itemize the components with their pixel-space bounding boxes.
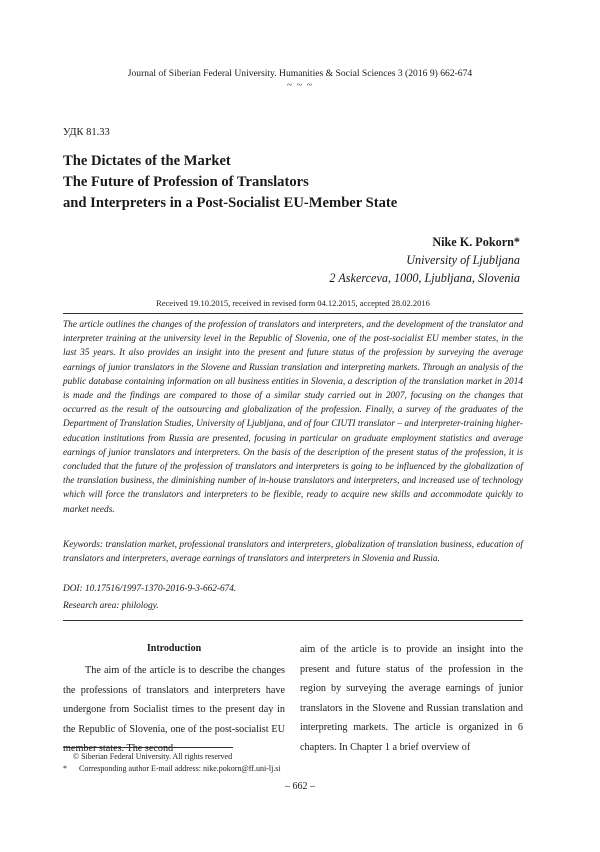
footnote-email: Corresponding author E-mail address: nike.pokorn@ff.uni-lj.si [79,764,281,773]
footnote-corresponding [63,764,281,773]
doi: DOI: 10.17516/1997-1370-2016-9-3-662-674. [63,584,237,594]
title-line-2: The Future of Profession of Translators [63,174,309,190]
abstract-top-rule [63,313,523,314]
research-area: Research area: philology. [63,601,159,611]
intro-paragraph-left: The aim of the article is to describe the changes the professions of translators and interpreters have undergone from Socialist times to the present day in the Republic of Slovenia, one of the post-socialist EU member states. The second [63,665,285,755]
author-address: 2 Askerceva, 1000, Ljubljana, Slovenia [329,271,520,285]
footnote-star: * [63,764,67,773]
intro-paragraph-right: aim of the article is to provide an insight into the present and future status of the profession in the region by surveying the average earnings of junior translators in the Slovene and Russian translation and interpreting markets. The article is organized in 6 chapters. In Chapter 1 a brief overview of [300,644,523,753]
title-line-1: The Dictates of the Market [63,153,231,169]
title-line-3: and Interpreters in a Post-Socialist EU-Member State [63,195,398,211]
author-affiliation: University of Ljubljana [406,253,520,267]
body-column-left [63,640,285,759]
abstract-bottom-rule [63,620,523,621]
abstract: The article outlines the changes of the profession of translators and interpreters, and the development of the translator and interpreter training at the university level in the Republic of Slovenia, one of the post-socialist EU member states, in the last 35 years. It also provides an insight into the present and future status of the profession by surveying the average earnings of junior translators in the Slovene and Russian translation and interpreting markets. Through an analysis of the public database containing information on all business entities in Slovenia, a description of the translation market in 2014 is made and the findings are compared to those of a similar study carried out in 2007, focusing on the changes that occurred as the result of the outsourcing and globalization of the profession. Finally, a survey of the graduates of the Department of Translation Studies, University of Ljubljana, and of four CIUTI translator – and interpreter-training higher-education institutions from Russia are presented, focusing in particular on graduate employment statistics and average earnings of junior translators and interpreters. On the basis of the description of the present status of the profession, it is concluded that the future of the profession of translators and interpreters is going to be influenced by the globalization of the translation business, the diminishing number of in-house translators and interpreters, and increased use of technology which will force the translators and interpreters to be flexible, ready to acquire new skills and accommodate quickly to market needs. [63,320,523,515]
page-number: – 662 – [285,781,315,792]
section-heading-introduction: Introduction [146,643,202,654]
author-block [329,233,520,287]
journal-header: Journal of Siberian Federal University. Humanities & Social Sciences 3 (2016 9) 662-674 [127,68,473,79]
received-dates: Received 19.10.2015, received in revised form 04.12.2015, accepted 28.02.2016 [156,298,430,308]
keywords: Keywords: translation market, professional translators and interpreters, globalization of translation business, education of translators and interpreters, average earnings of translators and interpreters in Slovenia and Russia. [63,540,523,565]
footnote-copyright: © Siberian Federal University. All rights reserved [73,752,233,761]
header-separator: ~ ~ ~ [286,80,314,91]
footnote-rule [63,747,233,748]
body-column-right [300,640,523,758]
article-title [63,151,533,214]
author-name: Nike K. Pokorn* [432,235,520,249]
udk-code: УДК 81.33 [63,127,110,138]
